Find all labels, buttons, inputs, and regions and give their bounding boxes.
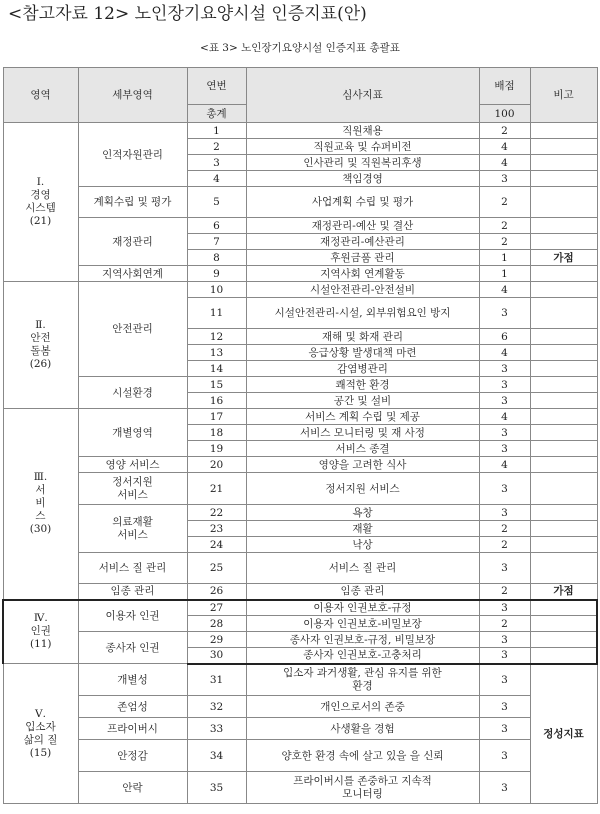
note-cell: [530, 361, 597, 377]
score-cell: 2: [479, 584, 530, 600]
score-cell: 2: [479, 187, 530, 218]
subarea-cell: 지역사회연계: [78, 266, 187, 282]
indicator-cell: 지역사회 연계활동: [246, 266, 479, 282]
subarea-cell: 개별영역: [78, 409, 187, 457]
serial-cell: 3: [187, 155, 246, 171]
score-cell: 1: [479, 266, 530, 282]
note-cell: [530, 537, 597, 553]
subarea-cell: 계획수립 및 평가: [78, 187, 187, 218]
indicator-cell: 공간 및 설비: [246, 393, 479, 409]
indicator-cell: 이용자 인권보호-규정: [246, 600, 479, 616]
score-cell: 2: [479, 123, 530, 139]
indicator-cell: 재정관리-예산관리: [246, 234, 479, 250]
note-cell: [530, 441, 597, 457]
score-cell: 3: [479, 553, 530, 584]
score-cell: 3: [479, 772, 530, 804]
indicator-cell: 직원채용: [246, 123, 479, 139]
score-cell: 4: [479, 409, 530, 425]
score-cell: 4: [479, 282, 530, 298]
subarea-cell: 시설환경: [78, 377, 187, 409]
subarea-cell: 존엄성: [78, 696, 187, 718]
serial-cell: 35: [187, 772, 246, 804]
subarea-cell: 정서지원 서비스: [78, 473, 187, 505]
indicator-cell: 영양을 고려한 식사: [246, 457, 479, 473]
indicator-cell: 사업계획 수립 및 평가: [246, 187, 479, 218]
note-cell: 가점: [530, 584, 597, 600]
subarea-cell: 의료재활 서비스: [78, 505, 187, 553]
table-row: [3, 377, 597, 393]
table-row: [3, 473, 597, 505]
table-row: [3, 632, 597, 648]
serial-cell: 11: [187, 298, 246, 329]
page-title: <참고자료 12> 노인장기요양시설 인증지표(안): [8, 4, 367, 24]
serial-cell: 6: [187, 218, 246, 234]
score-cell: 3: [479, 425, 530, 441]
serial-cell: 10: [187, 282, 246, 298]
note-cell: [530, 553, 597, 584]
header-total-score: 100: [479, 105, 530, 123]
serial-cell: 28: [187, 616, 246, 632]
indicator-cell: 서비스 종결: [246, 441, 479, 457]
score-cell: 4: [479, 155, 530, 171]
header-total-label: 총계: [187, 105, 246, 123]
note-cell: [530, 377, 597, 393]
note-cell: [530, 345, 597, 361]
note-cell: [530, 648, 597, 664]
serial-cell: 17: [187, 409, 246, 425]
indicator-cell: 직원교육 및 슈퍼비전: [246, 139, 479, 155]
note-cell: [530, 632, 597, 648]
indicator-cell: 재해 및 화재 관리: [246, 329, 479, 345]
header-serial: 연번: [187, 68, 246, 105]
subarea-cell: 종사자 인권: [78, 632, 187, 664]
score-cell: 3: [479, 441, 530, 457]
serial-cell: 2: [187, 139, 246, 155]
note-cell: [530, 329, 597, 345]
note-cell: [530, 409, 597, 425]
table-row: [3, 123, 597, 139]
header-score: 배점: [479, 68, 530, 105]
table-row: [3, 600, 597, 616]
indicator-cell: 재정관리-예산 및 결산: [246, 218, 479, 234]
serial-cell: 12: [187, 329, 246, 345]
indicator-cell: 임종 관리: [246, 584, 479, 600]
indicator-cell: 인사관리 및 직원복리후생: [246, 155, 479, 171]
indicator-cell: 서비스 질 관리: [246, 553, 479, 584]
header-indicator: 심사지표: [246, 68, 479, 123]
subarea-cell: 재정관리: [78, 218, 187, 266]
subarea-cell: 개별성: [78, 664, 187, 696]
score-cell: 6: [479, 329, 530, 345]
note-cell: [530, 393, 597, 409]
score-cell: 3: [479, 740, 530, 772]
score-cell: 2: [479, 616, 530, 632]
score-cell: 2: [479, 234, 530, 250]
note-cell: [530, 505, 597, 521]
note-cell: [530, 473, 597, 505]
serial-cell: 4: [187, 171, 246, 187]
serial-cell: 15: [187, 377, 246, 393]
serial-cell: 18: [187, 425, 246, 441]
area-cell: Ⅲ. 서 비 스 (30): [3, 409, 78, 600]
table-row: [3, 218, 597, 234]
table-row: [3, 718, 597, 740]
score-cell: 3: [479, 298, 530, 329]
serial-cell: 19: [187, 441, 246, 457]
indicator-cell: 이용자 인권보호-비밀보장: [246, 616, 479, 632]
serial-cell: 20: [187, 457, 246, 473]
score-cell: 3: [479, 505, 530, 521]
subarea-cell: 임종 관리: [78, 584, 187, 600]
score-cell: 3: [479, 361, 530, 377]
score-cell: 3: [479, 600, 530, 616]
header-area: 영역: [3, 68, 78, 123]
indicator-cell: 욕창: [246, 505, 479, 521]
note-cell: [530, 218, 597, 234]
note-cell: 정성지표: [530, 664, 597, 804]
serial-cell: 5: [187, 187, 246, 218]
table-row: [3, 457, 597, 473]
table-row: [3, 696, 597, 718]
note-cell: [530, 139, 597, 155]
serial-cell: 1: [187, 123, 246, 139]
indicator-cell: 쾌적한 환경: [246, 377, 479, 393]
score-cell: 4: [479, 345, 530, 361]
serial-cell: 13: [187, 345, 246, 361]
score-cell: 4: [479, 139, 530, 155]
score-cell: 3: [479, 664, 530, 696]
table-row: [3, 772, 597, 804]
note-cell: [530, 266, 597, 282]
score-cell: 3: [479, 648, 530, 664]
score-cell: 3: [479, 171, 530, 187]
serial-cell: 34: [187, 740, 246, 772]
serial-cell: 31: [187, 664, 246, 696]
subarea-cell: 이용자 인권: [78, 600, 187, 632]
note-cell: [530, 234, 597, 250]
indicator-cell: 응급상황 발생대책 마련: [246, 345, 479, 361]
indicator-cell: 책임경영: [246, 171, 479, 187]
subarea-cell: 안락: [78, 772, 187, 804]
indicator-cell: 사생활을 경험: [246, 718, 479, 740]
indicator-cell: 서비스 계획 수립 및 제공: [246, 409, 479, 425]
note-cell: [530, 187, 597, 218]
serial-cell: 30: [187, 648, 246, 664]
serial-cell: 25: [187, 553, 246, 584]
area-cell: Ⅱ. 안전 돌봄 (26): [3, 282, 78, 409]
note-cell: 가점: [530, 250, 597, 266]
indicator-cell: 입소자 과거생활, 관심 유지를 위한 환경: [246, 664, 479, 696]
area-cell: Ⅰ. 경영 시스템 (21): [3, 123, 78, 282]
serial-cell: 27: [187, 600, 246, 616]
indicator-cell: 종사자 인권보호-규정, 비밀보장: [246, 632, 479, 648]
score-cell: 2: [479, 218, 530, 234]
note-cell: [530, 123, 597, 139]
certification-indicator-table: [2, 67, 598, 804]
subarea-cell: 서비스 질 관리: [78, 553, 187, 584]
indicator-cell: 양호한 환경 속에 살고 있을 을 신뢰: [246, 740, 479, 772]
score-cell: 3: [479, 393, 530, 409]
table-row: [3, 664, 597, 696]
note-cell: [530, 282, 597, 298]
score-cell: 3: [479, 632, 530, 648]
indicator-cell: 프라이버시를 존중하고 지속적 모니터링: [246, 772, 479, 804]
serial-cell: 24: [187, 537, 246, 553]
table-row: [3, 505, 597, 521]
score-cell: 3: [479, 696, 530, 718]
note-cell: [530, 425, 597, 441]
serial-cell: 33: [187, 718, 246, 740]
note-cell: [530, 171, 597, 187]
indicator-cell: 감염병관리: [246, 361, 479, 377]
serial-cell: 9: [187, 266, 246, 282]
indicator-cell: 시설안전관리-시설, 외부위험요인 방지: [246, 298, 479, 329]
indicator-cell: 종사자 인권보호-고충처리: [246, 648, 479, 664]
indicator-cell: 정서지원 서비스: [246, 473, 479, 505]
table-caption: <표 3> 노인장기요양시설 인증지표 총괄표: [200, 42, 400, 54]
table-row: [3, 584, 597, 600]
indicator-cell: 재활: [246, 521, 479, 537]
note-cell: [530, 298, 597, 329]
score-cell: 2: [479, 521, 530, 537]
serial-cell: 29: [187, 632, 246, 648]
serial-cell: 32: [187, 696, 246, 718]
table-row: [3, 266, 597, 282]
serial-cell: 14: [187, 361, 246, 377]
score-cell: 4: [479, 457, 530, 473]
note-cell: [530, 457, 597, 473]
area-cell: Ⅳ. 인권 (11): [3, 600, 78, 664]
header-note: 비고: [530, 68, 597, 123]
indicator-cell: 서비스 모니터링 및 재 사정: [246, 425, 479, 441]
score-cell: 1: [479, 250, 530, 266]
note-cell: [530, 600, 597, 616]
serial-cell: 16: [187, 393, 246, 409]
score-cell: 3: [479, 473, 530, 505]
serial-cell: 8: [187, 250, 246, 266]
serial-cell: 23: [187, 521, 246, 537]
note-cell: [530, 155, 597, 171]
table-row: [3, 187, 597, 218]
table-row: [3, 282, 597, 298]
table-row: [3, 740, 597, 772]
serial-cell: 7: [187, 234, 246, 250]
note-cell: [530, 521, 597, 537]
note-cell: [530, 616, 597, 632]
subarea-cell: 안정감: [78, 740, 187, 772]
indicator-cell: 개인으로서의 존중: [246, 696, 479, 718]
subarea-cell: 인적자원관리: [78, 123, 187, 187]
header-subarea: 세부영역: [78, 68, 187, 123]
serial-cell: 21: [187, 473, 246, 505]
indicator-cell: 시설안전관리-안전설비: [246, 282, 479, 298]
score-cell: 2: [479, 537, 530, 553]
serial-cell: 22: [187, 505, 246, 521]
table-row: [3, 409, 597, 425]
score-cell: 3: [479, 718, 530, 740]
indicator-cell: 낙상: [246, 537, 479, 553]
subarea-cell: 안전관리: [78, 282, 187, 377]
serial-cell: 26: [187, 584, 246, 600]
indicator-cell: 후원금품 관리: [246, 250, 479, 266]
area-cell: Ⅴ. 입소자 삶의 질 (15): [3, 664, 78, 804]
subarea-cell: 프라이버시: [78, 718, 187, 740]
table-row: [3, 553, 597, 584]
subarea-cell: 영양 서비스: [78, 457, 187, 473]
score-cell: 3: [479, 377, 530, 393]
